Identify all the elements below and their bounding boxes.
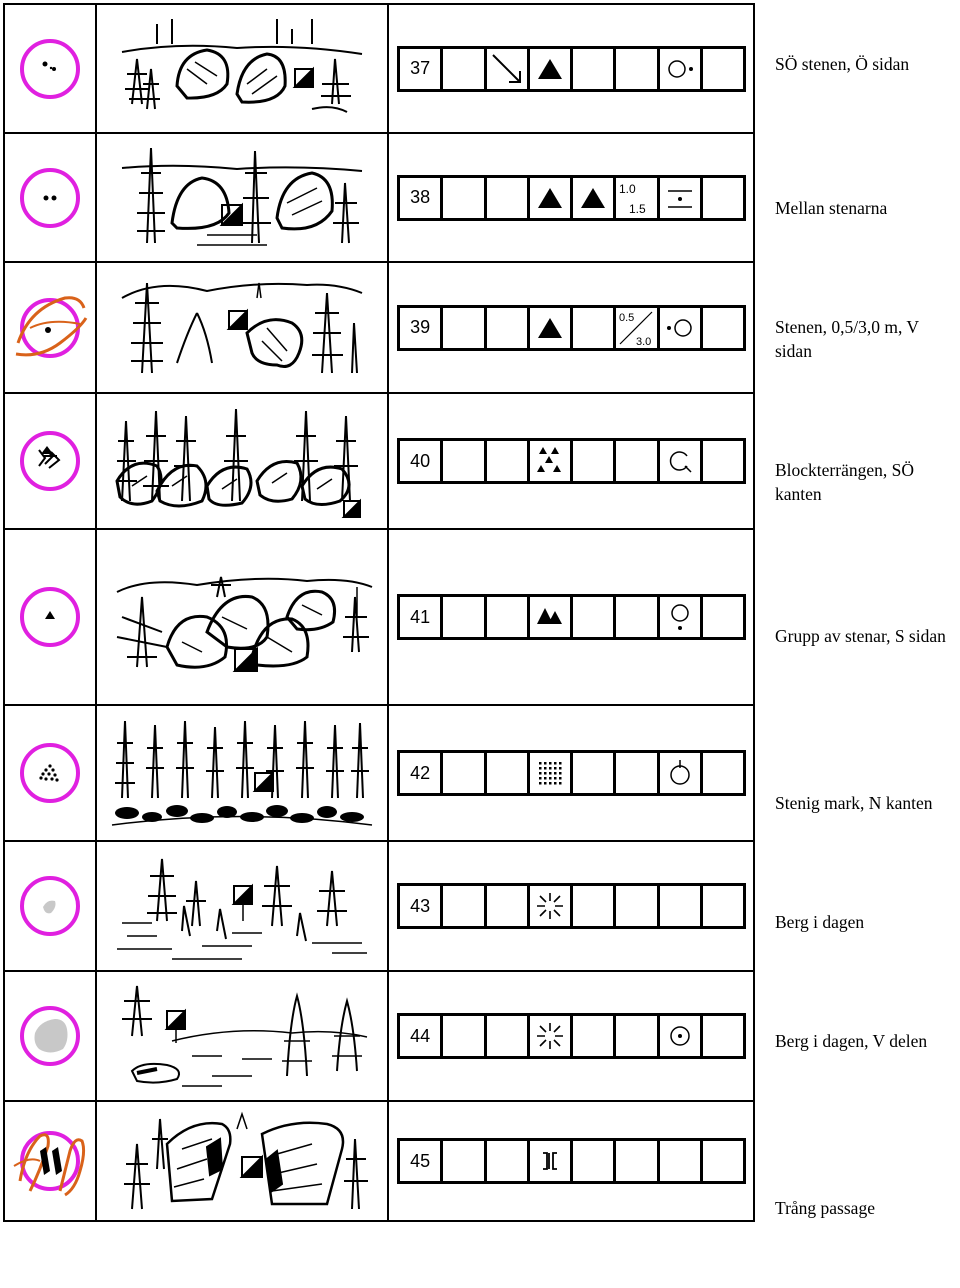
feature-box (530, 1141, 573, 1181)
dimension-bottom: 3.0 (636, 335, 652, 348)
other-box (703, 753, 743, 793)
description-label-41: Grupp av stenar, S sidan (775, 626, 946, 646)
map-circle-icon (15, 426, 85, 496)
terrain-sketch-icon (117, 143, 367, 253)
south-side-icon (663, 600, 697, 634)
control-number: 38 (410, 187, 431, 207)
dimensions-box (616, 886, 659, 926)
description-boxes (397, 883, 746, 929)
dimensions-box (616, 753, 659, 793)
dimension-top: 1.0 (619, 181, 637, 196)
map-circle-icon (10, 288, 90, 368)
code-box (443, 441, 486, 481)
sketch-cell (96, 1101, 388, 1221)
map-cell (4, 1101, 96, 1221)
code-box (443, 308, 486, 348)
map-cell (4, 841, 96, 971)
location-box (660, 1141, 703, 1181)
terrain-sketch-icon (112, 851, 372, 961)
map-cell (4, 705, 96, 841)
control-number: 37 (410, 58, 431, 78)
appearance-box (573, 441, 616, 481)
dimension-bottom: 1.5 (629, 201, 647, 216)
code-box (443, 753, 486, 793)
description-cell (388, 529, 754, 705)
map-circle-icon (15, 34, 85, 104)
control-row-43 (4, 841, 754, 971)
code-box (443, 1141, 486, 1181)
control-number-box (400, 178, 443, 218)
map-circle-icon (15, 1001, 85, 1071)
description-boxes (397, 594, 746, 640)
west-side-icon (663, 311, 697, 345)
description-boxes (397, 750, 746, 796)
between-icon (663, 181, 697, 215)
description-cell (388, 705, 754, 841)
feature-box (530, 308, 573, 348)
other-box (703, 178, 743, 218)
which-feature-box (487, 49, 530, 89)
map-cell (4, 133, 96, 262)
dimensions-glyph (616, 178, 656, 218)
other-box (703, 597, 743, 637)
map-cell (4, 4, 96, 133)
map-cell (4, 393, 96, 529)
location-box (660, 308, 703, 348)
description-boxes (397, 305, 746, 351)
description-cell (388, 971, 754, 1101)
dimensions-box (616, 308, 659, 348)
other-box (703, 308, 743, 348)
other-box (703, 441, 743, 481)
description-label-38: Mellan stenarna (775, 198, 888, 218)
southeast-edge-icon (663, 444, 697, 478)
location-box (660, 597, 703, 637)
control-number-box (400, 308, 443, 348)
feature-box (530, 1016, 573, 1056)
code-box (443, 886, 486, 926)
boulder-icon (535, 313, 565, 343)
stony-ground-icon (535, 758, 565, 788)
dimension-top: 0.5 (619, 311, 635, 324)
control-number-box (400, 441, 443, 481)
dimensions-glyph (616, 308, 656, 348)
which-feature-box (487, 1016, 530, 1056)
sketch-cell (96, 841, 388, 971)
location-box (660, 49, 703, 89)
control-number: 45 (410, 1150, 431, 1171)
map-circle-icon (15, 738, 85, 808)
appearance-box (573, 886, 616, 926)
terrain-sketch-icon (117, 273, 367, 383)
description-boxes (397, 1138, 746, 1184)
which-feature-box (487, 753, 530, 793)
sketch-cell (96, 705, 388, 841)
control-number-box (400, 49, 443, 89)
terrain-sketch-icon (107, 713, 377, 833)
code-box (443, 178, 486, 218)
sketch-cell (96, 529, 388, 705)
terrain-sketch-icon (117, 14, 367, 124)
terrain-sketch-icon (112, 401, 372, 521)
feature-box (530, 441, 573, 481)
control-number-box (400, 753, 443, 793)
description-cell (388, 133, 754, 262)
description-label-40: Blockterrängen, SÖ kanten (775, 460, 914, 504)
location-box (660, 178, 703, 218)
center-icon (663, 1019, 697, 1053)
control-number-box (400, 886, 443, 926)
description-label-39: Stenen, 0,5/3,0 m, V sidan (775, 317, 919, 361)
which-feature-box (487, 1141, 530, 1181)
feature-box (530, 753, 573, 793)
control-number-box (400, 597, 443, 637)
control-description-sheet (3, 3, 755, 1222)
location-box (660, 753, 703, 793)
open-rock-icon (535, 1021, 565, 1051)
dimensions-box (616, 441, 659, 481)
appearance-box (573, 597, 616, 637)
appearance-box (573, 1141, 616, 1181)
appearance-box (573, 178, 616, 218)
other-box (703, 1141, 743, 1181)
which-feature-box (487, 308, 530, 348)
location-box (660, 886, 703, 926)
control-row-44 (4, 971, 754, 1101)
feature-box (530, 178, 573, 218)
north-edge-icon (663, 756, 697, 790)
which-feature-box (487, 441, 530, 481)
description-label-43: Berg i dagen (775, 912, 865, 932)
map-circle-icon (15, 582, 85, 652)
terrain-sketch-icon (112, 1109, 372, 1214)
description-cell (388, 1101, 754, 1221)
which-feature-box (487, 178, 530, 218)
control-number-box (400, 1016, 443, 1056)
appearance-box (573, 49, 616, 89)
sketch-cell (96, 4, 388, 133)
which-feature-box (487, 597, 530, 637)
boulder-icon (535, 54, 565, 84)
description-boxes (397, 438, 746, 484)
code-box (443, 597, 486, 637)
control-row-40 (4, 393, 754, 529)
location-box (660, 441, 703, 481)
map-circle-icon (15, 163, 85, 233)
control-number: 39 (410, 317, 431, 337)
map-circle-icon (15, 871, 85, 941)
dimensions-box (616, 597, 659, 637)
dimensions-box (616, 49, 659, 89)
control-row-42 (4, 705, 754, 841)
open-rock-icon (535, 891, 565, 921)
location-box (660, 1016, 703, 1056)
map-cell (4, 971, 96, 1101)
control-row-39 (4, 262, 754, 393)
description-label-42: Stenig mark, N kanten (775, 793, 933, 813)
description-cell (388, 262, 754, 393)
narrow-passage-icon (535, 1146, 565, 1176)
sketch-cell (96, 262, 388, 393)
control-row-38 (4, 133, 754, 262)
boulder-icon (535, 183, 565, 213)
other-box (703, 49, 743, 89)
appearance-box (573, 1016, 616, 1056)
boulder-icon (578, 183, 608, 213)
feature-box (530, 886, 573, 926)
dimensions-box (616, 1141, 659, 1181)
which-feature-box (487, 886, 530, 926)
map-cell (4, 262, 96, 393)
description-label-44: Berg i dagen, V delen (775, 1031, 928, 1051)
description-cell (388, 841, 754, 971)
code-box (443, 49, 486, 89)
description-label-37: SÖ stenen, Ö sidan (775, 54, 910, 74)
arrow-se-icon (490, 52, 524, 86)
description-cell (388, 393, 754, 529)
map-cell (4, 529, 96, 705)
control-row-37 (4, 4, 754, 133)
sketch-cell (96, 133, 388, 262)
appearance-box (573, 753, 616, 793)
description-boxes (397, 1013, 746, 1059)
control-row-45 (4, 1101, 754, 1221)
description-label-45: Trång passage (775, 1198, 875, 1218)
sketch-cell (96, 393, 388, 529)
terrain-sketch-icon (107, 557, 377, 677)
other-box (703, 886, 743, 926)
control-number: 40 (410, 450, 431, 471)
description-cell (388, 4, 754, 133)
code-box (443, 1016, 486, 1056)
map-circle-icon (10, 1121, 90, 1201)
appearance-box (573, 308, 616, 348)
control-number: 41 (410, 606, 431, 627)
control-number: 43 (410, 895, 431, 916)
sketch-cell (96, 971, 388, 1101)
feature-box (530, 49, 573, 89)
dimensions-box (616, 178, 659, 218)
control-number: 42 (410, 762, 431, 783)
terrain-sketch-icon (112, 981, 372, 1091)
other-box (703, 1016, 743, 1056)
east-side-icon (663, 52, 697, 86)
description-boxes (397, 175, 746, 221)
control-number-box (400, 1141, 443, 1181)
control-row-41 (4, 529, 754, 705)
dimensions-box (616, 1016, 659, 1056)
control-number: 44 (410, 1025, 431, 1046)
boulder-cluster-icon (533, 600, 567, 634)
boulder-field-icon (533, 444, 567, 478)
description-boxes (397, 46, 746, 92)
feature-box (530, 597, 573, 637)
